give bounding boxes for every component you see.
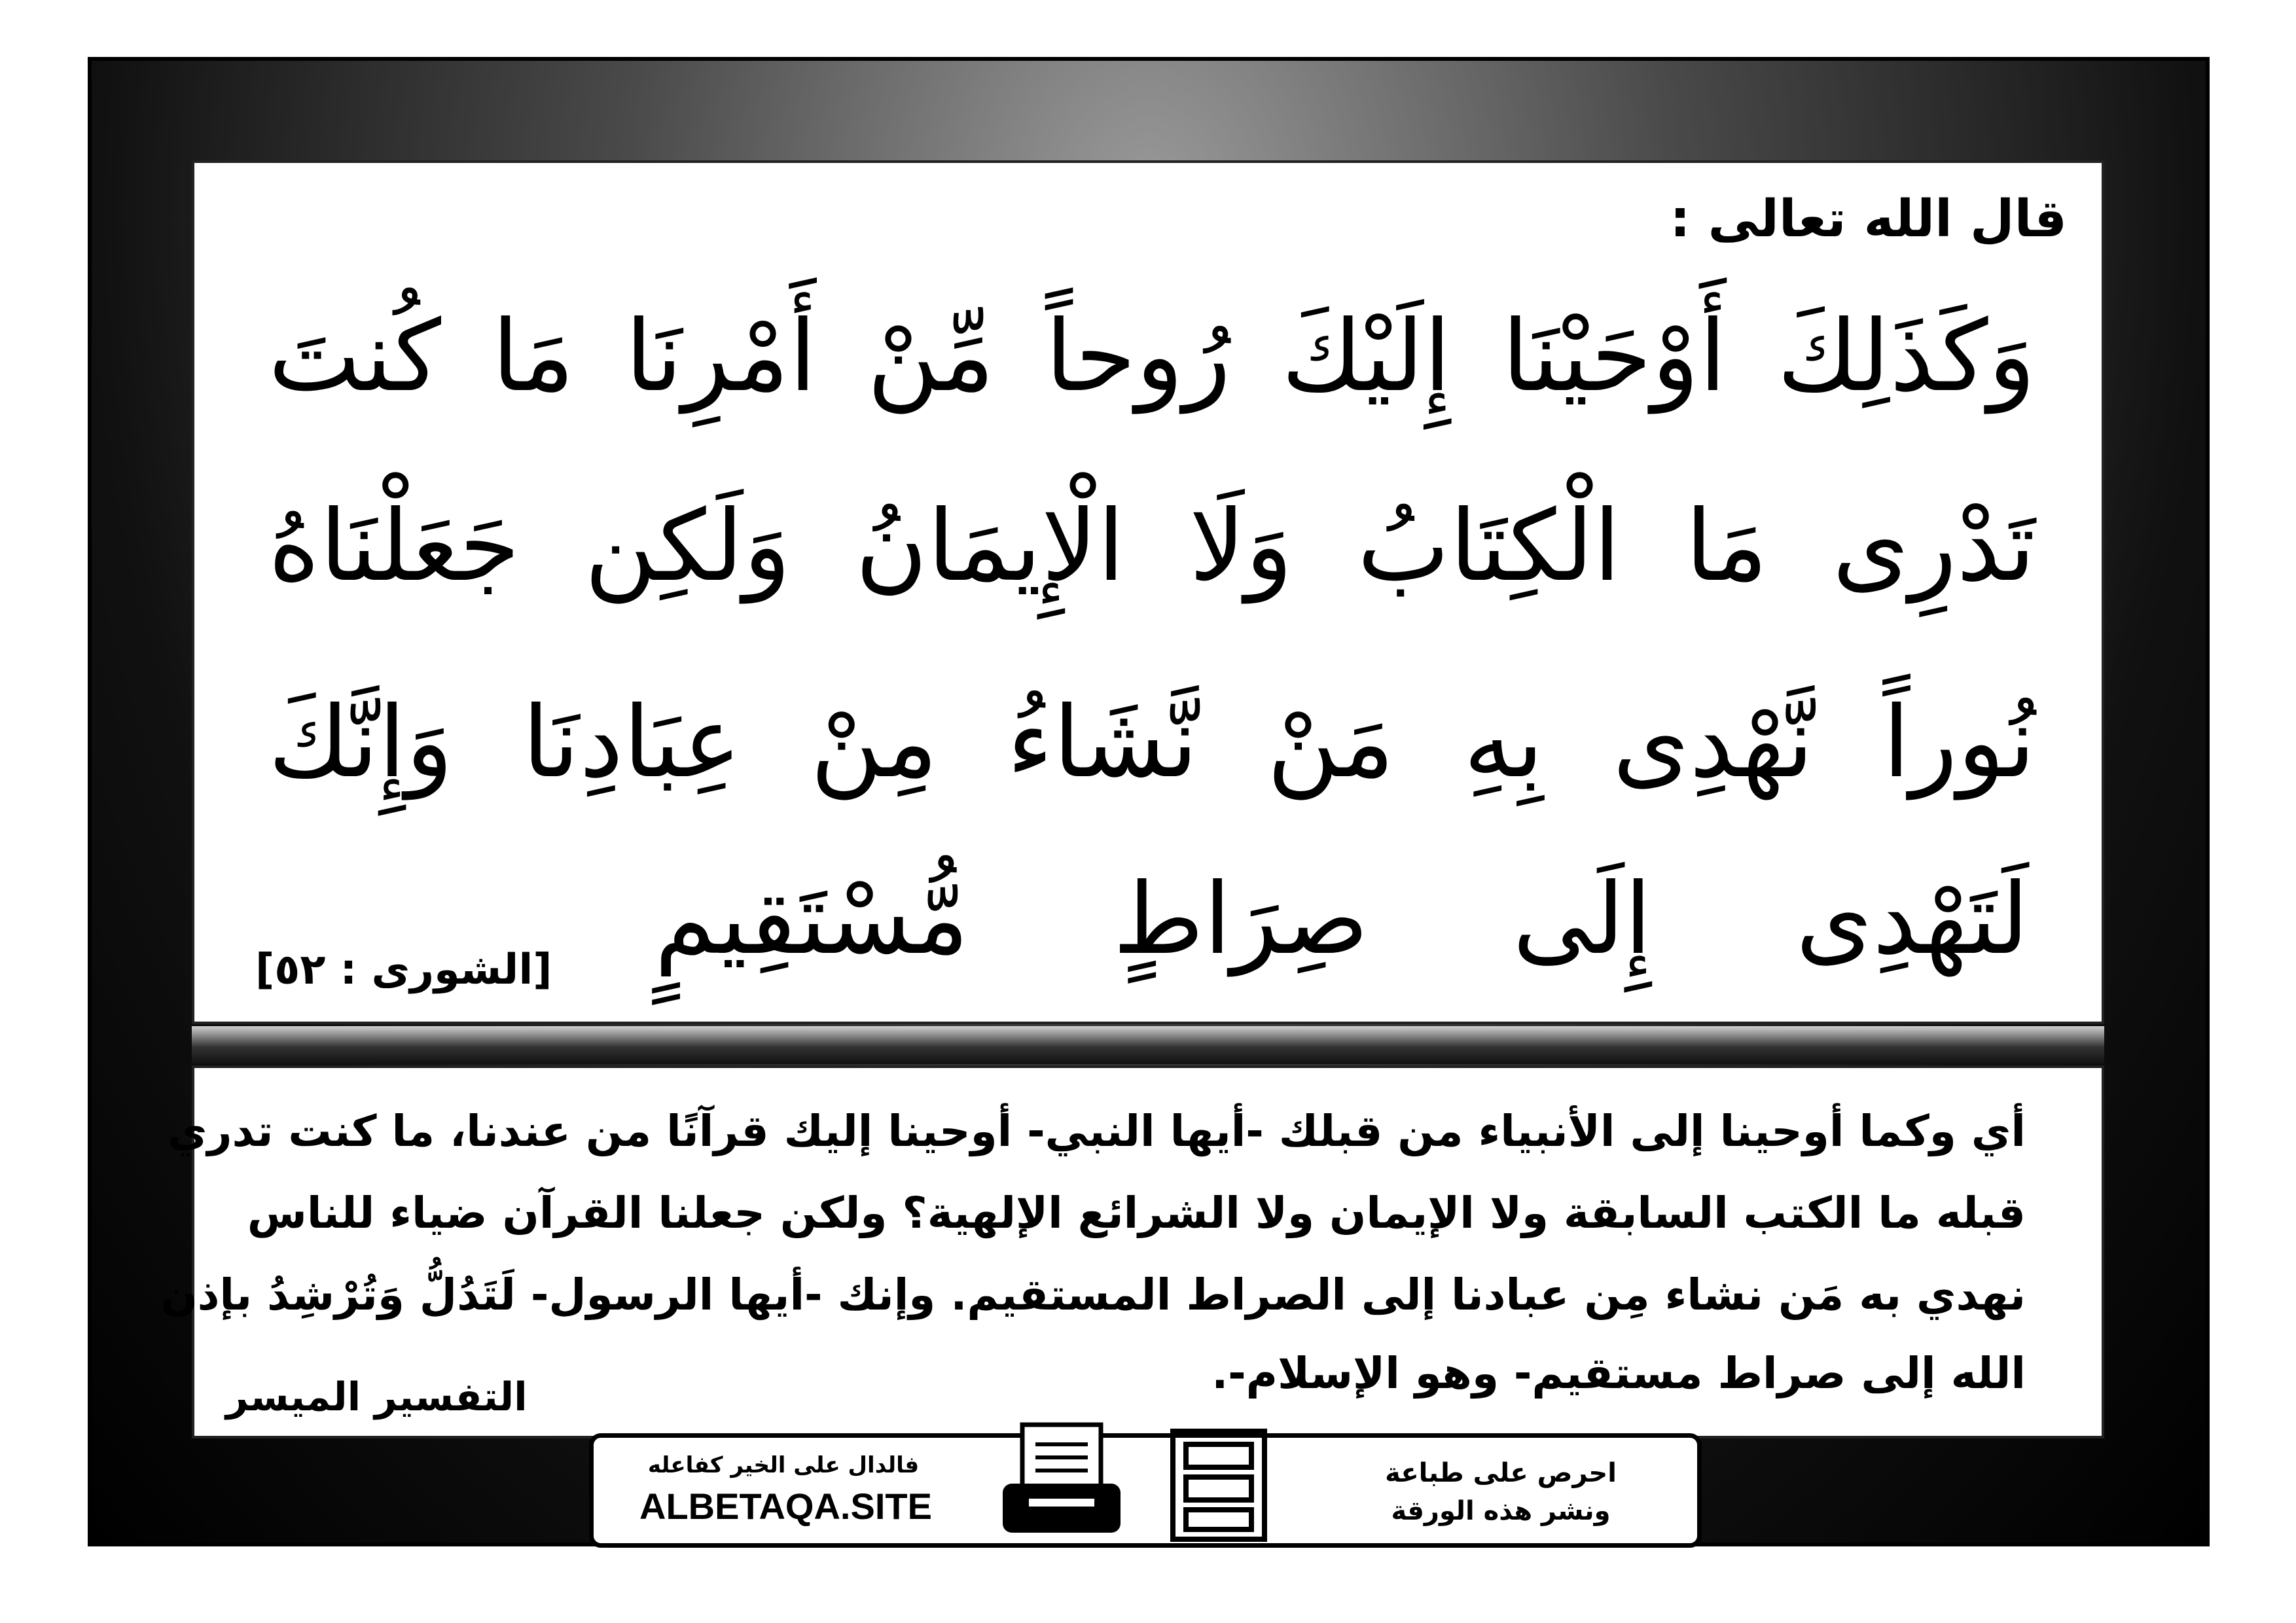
verse-line-2: تَدْرِى مَا الْكِتَابُ وَلَا الْإِيمَانُ وَلَكِن جَعَلْنَاهُ — [268, 490, 2036, 603]
footer-left — [639, 1452, 932, 1527]
footer-slogan: فالدال على الخير كفاعله — [647, 1452, 920, 1478]
intro-text: قال الله تعالى : — [1670, 190, 2067, 249]
tafsir-line-4: الله إلى صراط مستقيم- وهو الإسلام-. — [1211, 1348, 2026, 1399]
tafsir-line-1: أي وكما أوحينا إلى الأنبياء من قبلك -أيها النبي- أوحينا إليك قرآنًا من عندنا، ما كنت تدري — [167, 1106, 2026, 1156]
tafsir-source: التفسير الميسر — [226, 1374, 528, 1420]
verse-line-4: لَتَهْدِى إِلَى صِرَاطٍ مُّسْتَقِيمٍ — [655, 863, 2029, 976]
panel-divider — [192, 1026, 2104, 1064]
tafsir-line-3: نهدي به مَن نشاء مِن عبادنا إلى الصراط المستقيم. وإنك -أيها الرسول- لَتَدُلُّ وَتُرْشِدُ بإذن — [160, 1270, 2026, 1320]
logo — [1170, 1428, 1268, 1543]
footer-right-line-1: احرص على طباعة — [1385, 1458, 1617, 1488]
verse-line-1: وَكَذَلِكَ أَوْحَيْنَا إِلَيْكَ رُوحاً مِّنْ أَمْرِنَا مَا كُنتَ — [268, 300, 2036, 414]
tafsir-line-2: قبله ما الكتب السابقة ولا الإيمان ولا الشرائع الإلهية؟ ولكن جعلنا القرآن ضياء للناس — [247, 1188, 2026, 1238]
footer-site[interactable]: ALBETAQA.SITE — [639, 1486, 932, 1527]
verse-line-3: نُوراً نَّهْدِى بِهِ مَنْ نَّشَاءُ مِنْ عِبَادِنَا وَإِنَّكَ — [268, 686, 2036, 800]
verse-reference: [الشورى : ٥٢] — [255, 946, 552, 994]
printer-icon — [999, 1421, 1124, 1539]
footer-right — [1344, 1454, 1658, 1530]
footer-right-line-2: ونشر هذه الورقة — [1391, 1496, 1611, 1526]
footer-box — [589, 1433, 1702, 1548]
